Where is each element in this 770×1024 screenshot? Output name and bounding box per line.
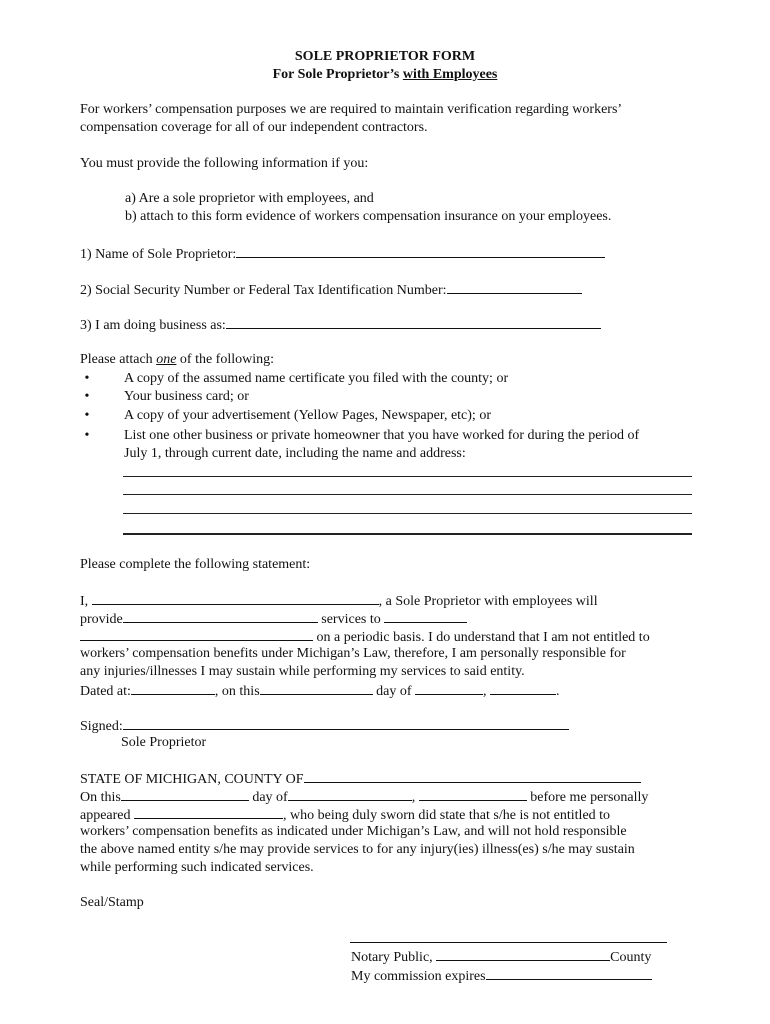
services-blank[interactable] — [123, 609, 318, 623]
notary-signature-line[interactable] — [350, 942, 667, 943]
proprietor-name-blank[interactable] — [92, 591, 379, 605]
entity-blank[interactable] — [80, 627, 313, 641]
notary-comma: , — [411, 790, 419, 805]
notary-public-label: Notary Public, — [351, 950, 437, 965]
dated-at-blank[interactable] — [131, 681, 215, 695]
state-county-label: STATE OF MICHIGAN, COUNTY OF — [80, 772, 304, 787]
bullet-4: • — [84, 428, 90, 443]
notary-line-4: workers’ compensation benefits as indicated under Michigan’s Law, and will not hold responsible — [80, 824, 627, 839]
sole-proprietor-name-field — [80, 244, 605, 264]
notary-month-blank[interactable] — [288, 787, 412, 801]
statement-line-2 — [80, 609, 467, 629]
attach-item-4: List one other business or private homeowner that you have worked for during the period of — [124, 428, 640, 443]
notary-on-this: On this — [80, 790, 121, 805]
write-in-line-2[interactable] — [123, 494, 692, 495]
statement-line-6 — [80, 681, 560, 701]
ssn-blank[interactable] — [447, 280, 582, 294]
statement-line-5: any injuries/illnesses I may sustain while performing my services to said entity. — [80, 664, 525, 679]
ssn-label: 2) Social Security Number or Federal Tax Identification Number: — [80, 283, 447, 298]
provide-text: You must provide the following information if you: — [80, 156, 369, 171]
statement-heading: Please complete the following statement: — [80, 557, 311, 572]
comma-label: , — [483, 684, 491, 699]
notary-year-blank[interactable] — [419, 787, 527, 801]
services-to-blank[interactable] — [384, 609, 467, 623]
ssn-field — [80, 280, 582, 300]
statement-l2-b: services to — [317, 612, 385, 627]
attach-lead-emphasis: one — [156, 352, 177, 367]
notary-line-6: while performing such indicated services. — [80, 860, 314, 875]
statement-l1-b: , a Sole Proprietor with employees will — [378, 594, 598, 609]
commission-label: My commission expires — [351, 969, 486, 984]
notary-day-of: day of — [248, 790, 288, 805]
period-label: . — [556, 684, 560, 699]
write-in-line-4[interactable] — [123, 533, 692, 535]
statement-line-4: workers’ compensation benefits under Michigan’s Law, therefore, I am personally responsible for — [80, 646, 626, 661]
name-blank[interactable] — [236, 244, 605, 258]
dba-label: 3) I am doing business as: — [80, 318, 226, 333]
bullet-1: • — [84, 371, 90, 386]
attach-lead — [80, 351, 274, 369]
notary-line-2 — [80, 787, 648, 807]
attach-item-2: Your business card; or — [124, 389, 249, 404]
notary-line-3 — [80, 805, 610, 825]
attach-lead-after: of the following: — [176, 352, 275, 367]
notary-before-me: before me personally — [526, 790, 649, 805]
notary-line-5: the above named entity s/he may provide services to for any injury(ies) illness(es) s/he may sustain — [80, 842, 635, 857]
notary-sworn-text: , who being duly sworn did state that s/he is not entitled to — [283, 808, 611, 823]
county-blank[interactable] — [304, 769, 641, 783]
seal-stamp-label: Seal/Stamp — [80, 895, 144, 910]
notary-public-line — [351, 947, 651, 967]
attach-item-3: A copy of your advertisement (Yellow Pages, Newspaper, etc); or — [124, 408, 491, 423]
bullet-2: • — [84, 389, 90, 404]
commission-blank[interactable] — [486, 966, 652, 980]
dba-blank[interactable] — [226, 315, 601, 329]
notary-day-blank[interactable] — [121, 787, 249, 801]
intro-line-1: For workers’ compensation purposes we are required to maintain verification regarding workers’ — [80, 102, 623, 117]
statement-line-1 — [80, 591, 598, 611]
signed-line — [80, 716, 569, 736]
write-in-line-3[interactable] — [123, 513, 692, 514]
statement-line-3 — [80, 627, 650, 647]
notary-county-label: County — [610, 950, 652, 965]
attach-item-4-cont: July 1, through current date, including the name and address: — [124, 446, 466, 461]
name-label: 1) Name of Sole Proprietor: — [80, 247, 237, 262]
commission-line — [351, 966, 652, 986]
statement-l1-a: I, — [80, 594, 92, 609]
intro-line-2: compensation coverage for all of our independent contractors. — [80, 120, 428, 135]
signature-blank[interactable] — [123, 716, 569, 730]
day-blank[interactable] — [260, 681, 373, 695]
signed-label: Signed: — [80, 719, 123, 734]
day-of-label: day of — [372, 684, 416, 699]
month-blank[interactable] — [415, 681, 483, 695]
appeared-blank[interactable] — [134, 805, 283, 819]
on-this-label: , on this — [214, 684, 260, 699]
bullet-3: • — [84, 408, 90, 423]
statement-l3-b: on a periodic basis. I do understand that I am not entitled to — [313, 630, 650, 645]
notary-appeared: appeared — [80, 808, 135, 823]
statement-l2-a: provide — [80, 612, 123, 627]
write-in-line-1[interactable] — [123, 476, 692, 477]
subtitle-prefix: For Sole Proprietor’s — [272, 67, 403, 82]
form-title: SOLE PROPRIETOR FORM — [294, 49, 476, 64]
notary-county-blank[interactable] — [436, 947, 610, 961]
subtitle-underlined: with Employees — [402, 67, 498, 82]
attach-item-1: A copy of the assumed name certificate you filed with the county; or — [124, 371, 509, 386]
form-subtitle — [0, 66, 770, 84]
notary-line-1 — [80, 769, 641, 789]
dated-at-label: Dated at: — [80, 684, 131, 699]
attach-lead-before: Please attach — [80, 352, 157, 367]
year-blank[interactable] — [490, 681, 556, 695]
signature-role: Sole Proprietor — [121, 735, 207, 750]
dba-field — [80, 315, 601, 335]
condition-a: a) Are a sole proprietor with employees, and — [125, 191, 374, 206]
condition-b: b) attach to this form evidence of workers compensation insurance on your employees. — [125, 209, 612, 224]
